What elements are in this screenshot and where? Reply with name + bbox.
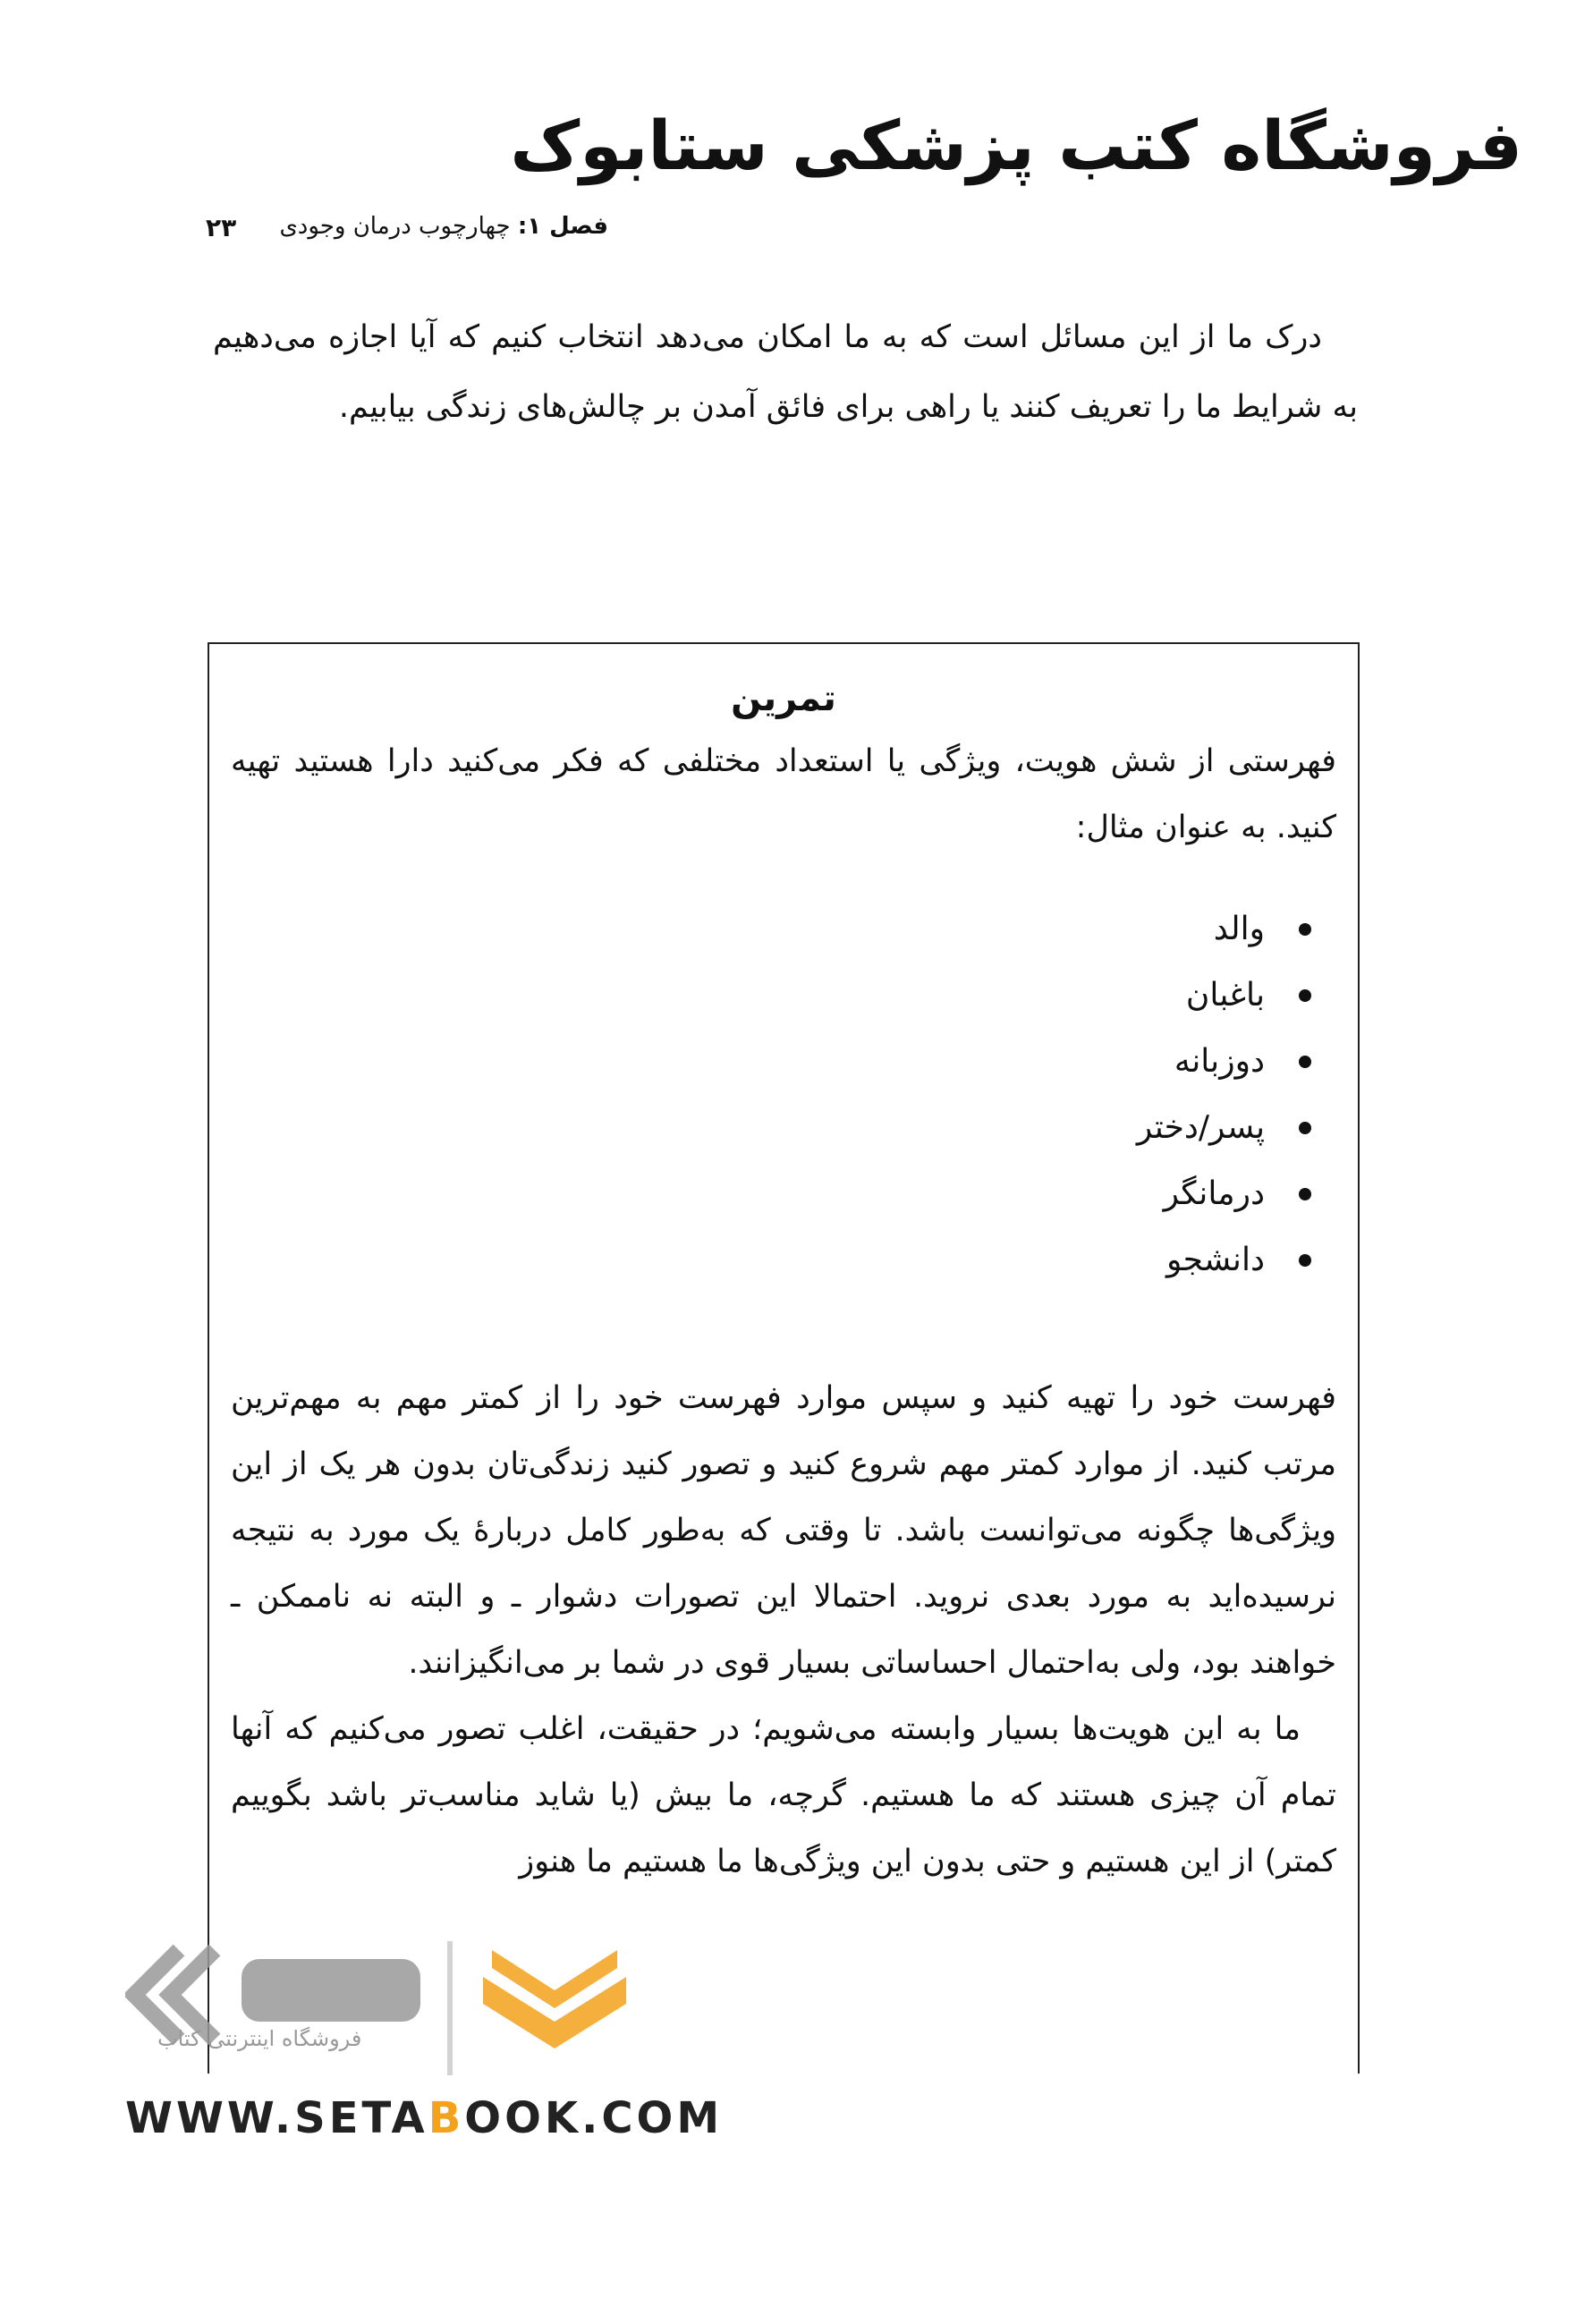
exercise-body — [209, 728, 1358, 1895]
list-item: والد — [231, 896, 1311, 963]
example-list — [231, 896, 1311, 1293]
list-item: پسر/دختر — [231, 1095, 1311, 1161]
watermark-tagline: فروشگاه اینترنتی کتاب — [157, 2026, 362, 2051]
chapter-heading — [279, 213, 608, 242]
bullet-icon — [1299, 989, 1311, 1002]
bullet-icon — [1299, 923, 1311, 936]
running-head — [206, 213, 608, 242]
exercise-title: تمرین — [731, 678, 836, 719]
bullet-icon — [1299, 1056, 1311, 1068]
list-item: دانشجو — [231, 1227, 1311, 1293]
setabook-logo-icon — [125, 1923, 680, 2084]
page-number: ۲۳ — [206, 213, 237, 242]
intro-paragraph: درک ما از این مسائل است که به ما امکان می‌دهد انتخاب کنیم که آیا اجازه می‌دهیم به شرایط ما را تعریف کنند یا راهی برای فائق آمدن بر چالش‌های زندگی بیابیم. — [213, 319, 1358, 425]
exercise-paragraph-1: فهرست خود را تهیه کنید و سپس موارد فهرست خود را از کمتر مهم به مهم‌ترین مرتب کنید. از موارد کمتر مهم شروع کنید و تصور کنید زندگی‌تان بدون هر یک از این ویژگی‌ها چگونه می‌توانست باشد. تا وقتی که به‌طور کامل دربارهٔ یک مورد به نتیجه نرسیده‌اید به مورد بعدی نروید. احتمالا این تصورات دشوار ـ و البته نه ناممکن ـ خواهند بود، ولی به‌احتمال احساساتی بسیار قوی در شما بر می‌انگیزانند. — [231, 1380, 1336, 1681]
chapter-title: چهارچوب درمان وجودی — [279, 213, 511, 240]
list-item: باغبان — [231, 963, 1311, 1029]
exercise-paragraph-2: ما به این هویت‌ها بسیار وابسته می‌شویم؛ در حقیقت، اغلب تصور می‌کنیم که آنها تمام آن چیزی هستند که ما هستیم. گرچه، ما بیش (یا شاید مناسب‌تر باشد بگوییم کمتر) از این هستیم و حتی بدون این ویژگی‌ها ما هستیم ما هنوز — [231, 1711, 1336, 1879]
bullet-icon — [1299, 1188, 1311, 1200]
watermark-url: WWW.SETABOOK.COM — [125, 2093, 724, 2143]
list-item: دوزبانه — [231, 1029, 1311, 1095]
store-title: فروشگاه کتب پزشکی ستابوک — [510, 106, 1522, 185]
exercise-instruction: فهرستی از شش هویت، ویژگی یا استعداد مختلفی که فکر می‌کنید دارا هستید تهیه کنید. به عنوان مثال: — [231, 743, 1336, 845]
bullet-icon — [1299, 1254, 1311, 1267]
exercise-box — [208, 642, 1360, 2074]
chapter-label: فصل ۱: — [517, 213, 608, 240]
bullet-icon — [1299, 1122, 1311, 1134]
watermark — [125, 1923, 724, 2156]
list-item: درمانگر — [231, 1161, 1311, 1227]
